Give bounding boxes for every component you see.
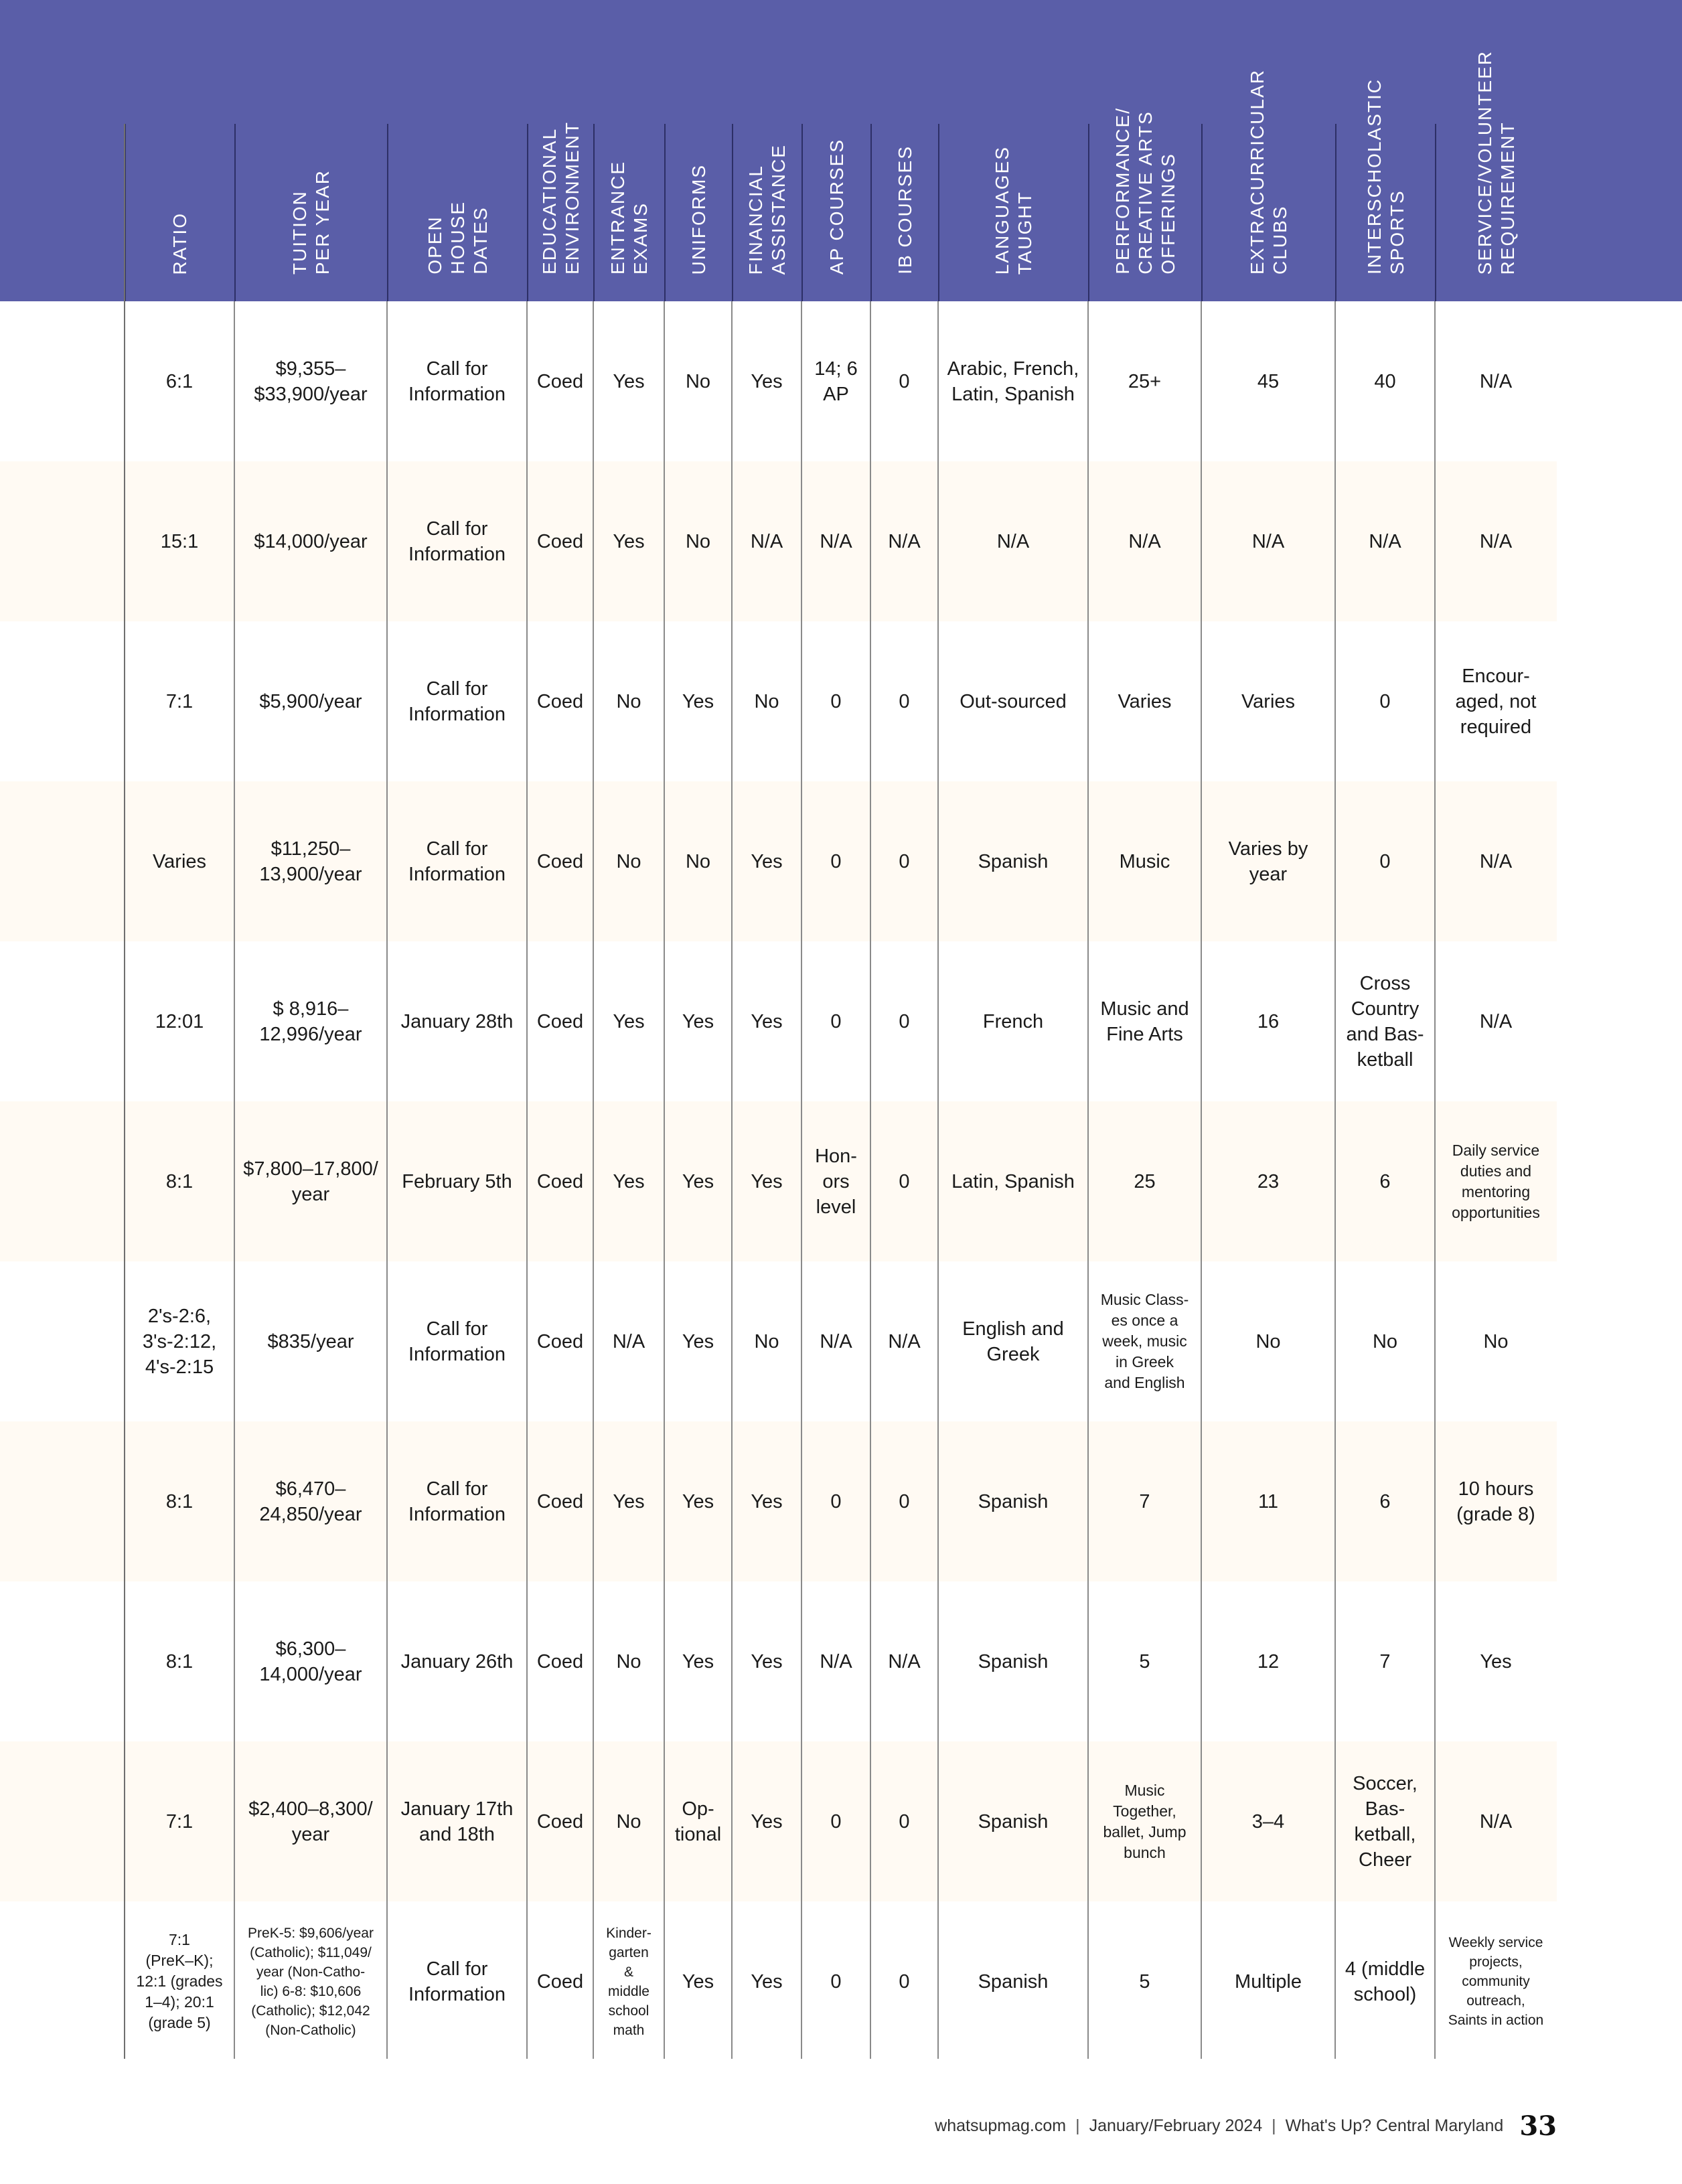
cell-ratio: 8:1 bbox=[165, 1170, 194, 1192]
column-header-label: SERVICE/VOLUNTEER REQUIREMENT bbox=[1474, 50, 1518, 275]
cell-ap: Hon- ors level bbox=[815, 1145, 857, 1218]
footer-site: whatsupmag.com bbox=[935, 2116, 1067, 2135]
cell-financial: No bbox=[754, 1330, 779, 1352]
cell-service: N/A bbox=[1479, 370, 1513, 392]
cell-ib: 0 bbox=[899, 1970, 910, 1993]
cell-ap: N/A bbox=[820, 1330, 852, 1352]
column-divider bbox=[234, 301, 235, 2059]
cell-service: Weekly service projects, community outreach, Saints in action bbox=[1448, 1935, 1544, 2028]
cell-financial: Yes bbox=[751, 850, 783, 872]
cell-ratio: 2's-2:6, 3's-2:12, 4's-2:15 bbox=[142, 1305, 217, 1378]
cell-financial: No bbox=[754, 690, 779, 712]
cell-ap: 14; 6 AP bbox=[814, 358, 858, 405]
cell-ap: 0 bbox=[830, 690, 842, 712]
cell-tuition: $14,000/year bbox=[254, 530, 368, 552]
footer-separator: | bbox=[1272, 2116, 1276, 2135]
column-header-label: RATIO bbox=[169, 212, 190, 275]
cell-sports: 4 (middle school) bbox=[1345, 1958, 1426, 2005]
cell-performance: 25+ bbox=[1128, 370, 1162, 392]
column-divider bbox=[526, 301, 528, 2059]
cell-tuition: $7,800–17,800/ year bbox=[243, 1158, 378, 1205]
cell-ratio: 7:1 (PreK–K); 12:1 (grades 1–4); 20:1 (grade 5) bbox=[136, 1931, 223, 2031]
column-header-open_house bbox=[387, 124, 527, 301]
cell-service: N/A bbox=[1479, 850, 1513, 872]
cell-environment: Coed bbox=[536, 690, 584, 712]
cell-clubs: 23 bbox=[1257, 1170, 1280, 1192]
cell-ib: N/A bbox=[888, 1330, 921, 1352]
cell-sports: 40 bbox=[1374, 370, 1396, 392]
column-divider bbox=[937, 301, 939, 2059]
cell-ib: 0 bbox=[899, 1010, 910, 1032]
cell-open_house: January 28th bbox=[400, 1010, 514, 1032]
column-header-entrance bbox=[593, 124, 664, 301]
cell-performance: Music bbox=[1119, 850, 1170, 872]
cell-languages: French bbox=[982, 1010, 1044, 1032]
cell-uniforms: Yes bbox=[682, 1170, 714, 1192]
cell-sports: 0 bbox=[1379, 690, 1391, 712]
cell-sports: 0 bbox=[1379, 850, 1391, 872]
cell-languages: Spanish bbox=[978, 1810, 1049, 1832]
cell-service: N/A bbox=[1479, 1010, 1513, 1032]
cell-uniforms: No bbox=[685, 850, 711, 872]
cell-clubs: No bbox=[1255, 1330, 1281, 1352]
cell-clubs: 11 bbox=[1257, 1490, 1279, 1512]
cell-languages: English and Greek bbox=[962, 1318, 1064, 1365]
footer-publication: What's Up? Central Maryland bbox=[1285, 2116, 1504, 2135]
cell-ap: 0 bbox=[830, 1810, 842, 1832]
cell-tuition: $5,900/year bbox=[259, 690, 362, 712]
cell-clubs: N/A bbox=[1251, 530, 1285, 552]
footer-separator: | bbox=[1075, 2116, 1080, 2135]
cell-ratio: 8:1 bbox=[165, 1650, 194, 1672]
column-header-ib bbox=[870, 124, 938, 301]
cell-tuition: $835/year bbox=[267, 1330, 354, 1352]
column-header-clubs bbox=[1201, 69, 1335, 301]
column-header-label: INTERSCHOLASTIC SPORTS bbox=[1363, 78, 1407, 275]
cell-environment: Coed bbox=[536, 530, 584, 552]
cell-financial: Yes bbox=[751, 1970, 783, 1993]
column-header-label: EXTRACURRICULAR CLUBS bbox=[1247, 69, 1290, 275]
column-header-service bbox=[1435, 50, 1557, 301]
cell-ib: 0 bbox=[899, 1490, 910, 1512]
cell-performance: Music Together, ballet, Jump bunch bbox=[1103, 1781, 1187, 1861]
cell-languages: Spanish bbox=[978, 850, 1049, 872]
column-header-uniforms bbox=[664, 124, 732, 301]
cell-entrance: No bbox=[616, 690, 641, 712]
cell-uniforms: Yes bbox=[682, 1330, 714, 1352]
footer-issue: January/February 2024 bbox=[1089, 2116, 1263, 2135]
column-header-performance bbox=[1088, 107, 1201, 301]
cell-clubs: Multiple bbox=[1235, 1970, 1302, 1993]
cell-entrance: No bbox=[616, 850, 641, 872]
cell-performance: 5 bbox=[1139, 1970, 1150, 1993]
column-divider bbox=[731, 301, 733, 2059]
cell-entrance: Yes bbox=[613, 1170, 645, 1192]
column-header-label: FINANCIAL ASSISTANCE bbox=[745, 143, 789, 275]
cell-ap: N/A bbox=[820, 530, 852, 552]
cell-performance: 7 bbox=[1139, 1490, 1150, 1512]
cell-languages: Latin, Spanish bbox=[951, 1170, 1075, 1192]
cell-service: No bbox=[1483, 1330, 1509, 1352]
cell-languages: Out-sourced bbox=[960, 690, 1067, 712]
cell-ap: 0 bbox=[830, 850, 842, 872]
cell-tuition: $11,250– 13,900/year bbox=[259, 838, 362, 885]
cell-sports: 6 bbox=[1379, 1170, 1391, 1192]
cell-ib: N/A bbox=[888, 1650, 921, 1672]
cell-tuition: $6,300– 14,000/year bbox=[259, 1638, 362, 1685]
cell-tuition: $9,355– $33,900/year bbox=[254, 358, 368, 405]
cell-entrance: Yes bbox=[613, 370, 645, 392]
cell-entrance: No bbox=[616, 1810, 641, 1832]
cell-clubs: 12 bbox=[1257, 1650, 1280, 1672]
cell-financial: Yes bbox=[751, 1490, 783, 1512]
cell-open_house: Call for Information bbox=[408, 678, 506, 725]
cell-ratio: Varies bbox=[152, 850, 207, 872]
cell-service: Yes bbox=[1480, 1650, 1512, 1672]
page-number: 33 bbox=[1519, 2110, 1557, 2142]
column-divider bbox=[593, 301, 594, 2059]
cell-entrance: Yes bbox=[613, 530, 645, 552]
column-header-label: EDUCATIONAL ENVIRONMENT bbox=[538, 121, 583, 275]
cell-entrance: N/A bbox=[612, 1330, 645, 1352]
column-header-financial bbox=[732, 124, 801, 301]
cell-environment: Coed bbox=[536, 1810, 584, 1832]
column-divider bbox=[870, 301, 871, 2059]
cell-financial: N/A bbox=[750, 530, 783, 552]
cell-languages: Spanish bbox=[978, 1490, 1049, 1512]
cell-open_house: Call for Information bbox=[408, 1478, 506, 1525]
cell-ib: 0 bbox=[899, 1810, 910, 1832]
cell-open_house: Call for Information bbox=[408, 358, 506, 405]
column-header-tuition bbox=[234, 124, 387, 301]
cell-uniforms: Yes bbox=[682, 690, 714, 712]
cell-financial: Yes bbox=[751, 1650, 783, 1672]
cell-languages: Spanish bbox=[978, 1650, 1049, 1672]
column-divider bbox=[1087, 301, 1089, 2059]
column-header-label: PERFORMANCE/ CREATIVE ARTS OFFERINGS bbox=[1112, 107, 1178, 275]
cell-uniforms: Yes bbox=[682, 1650, 714, 1672]
column-header-ap bbox=[801, 124, 870, 301]
column-header-environment bbox=[527, 121, 593, 301]
column-header-label: TUITION PER YEAR bbox=[289, 169, 333, 275]
column-divider bbox=[664, 301, 665, 2059]
column-header-languages bbox=[938, 124, 1088, 301]
cell-financial: Yes bbox=[751, 1010, 783, 1032]
cell-ib: N/A bbox=[888, 530, 921, 552]
cell-environment: Coed bbox=[536, 1650, 584, 1672]
cell-financial: Yes bbox=[751, 1170, 783, 1192]
cell-open_house: Call for Information bbox=[408, 518, 506, 565]
cell-environment: Coed bbox=[536, 1170, 584, 1192]
page-footer bbox=[935, 2110, 1557, 2142]
cell-uniforms: Yes bbox=[682, 1970, 714, 1993]
column-header-ratio bbox=[125, 124, 234, 301]
column-divider bbox=[1334, 301, 1336, 2059]
cell-ratio: 12:01 bbox=[155, 1010, 204, 1032]
cell-uniforms: Op- tional bbox=[674, 1798, 722, 1845]
cell-sports: 6 bbox=[1379, 1490, 1391, 1512]
column-header-label: UNIFORMS bbox=[688, 163, 709, 275]
cell-financial: Yes bbox=[751, 370, 783, 392]
cell-entrance: Yes bbox=[613, 1490, 645, 1512]
cell-environment: Coed bbox=[536, 850, 584, 872]
cell-tuition: PreK-5: $9,606/year (Catholic); $11,049/ year (Non-Catho- lic) 6-8: $10,606 (Catholic); $12,042 (Non-Catholic) bbox=[248, 1925, 374, 2038]
cell-sports: 7 bbox=[1379, 1650, 1391, 1672]
cell-open_house: January 26th bbox=[400, 1650, 514, 1672]
cell-environment: Coed bbox=[536, 1490, 584, 1512]
cell-ratio: 7:1 bbox=[165, 690, 194, 712]
cell-environment: Coed bbox=[536, 1330, 584, 1352]
cell-sports: Soccer, Bas- ketball, Cheer bbox=[1353, 1772, 1418, 1871]
cell-uniforms: No bbox=[685, 530, 711, 552]
cell-open_house: Call for Information bbox=[408, 1318, 506, 1365]
cell-environment: Coed bbox=[536, 1970, 584, 1993]
cell-ratio: 7:1 bbox=[165, 1810, 194, 1832]
cell-ib: 0 bbox=[899, 850, 910, 872]
cell-clubs: 45 bbox=[1257, 370, 1280, 392]
column-header-label: LANGUAGES TAUGHT bbox=[992, 145, 1035, 275]
cell-clubs: 3–4 bbox=[1251, 1810, 1285, 1832]
cell-languages: Spanish bbox=[978, 1970, 1049, 1993]
column-divider bbox=[1201, 301, 1202, 2059]
cell-service: N/A bbox=[1479, 530, 1513, 552]
cell-tuition: $6,470– 24,850/year bbox=[259, 1478, 362, 1525]
cell-languages: Arabic, French, Latin, Spanish bbox=[947, 358, 1079, 405]
cell-ib: 0 bbox=[899, 690, 910, 712]
cell-open_house: January 17th and 18th bbox=[400, 1798, 514, 1845]
cell-ratio: 15:1 bbox=[160, 530, 199, 552]
cell-clubs: Varies bbox=[1241, 690, 1296, 712]
cell-ratio: 8:1 bbox=[165, 1490, 194, 1512]
cell-entrance: Yes bbox=[613, 1010, 645, 1032]
cell-ib: 0 bbox=[899, 370, 910, 392]
column-header-label: ENTRANCE EXAMS bbox=[607, 160, 651, 275]
cell-clubs: Varies by year bbox=[1228, 838, 1308, 885]
cell-ap: 0 bbox=[830, 1490, 842, 1512]
cell-ap: 0 bbox=[830, 1010, 842, 1032]
cell-uniforms: No bbox=[685, 370, 711, 392]
cell-languages: N/A bbox=[996, 530, 1030, 552]
cell-uniforms: Yes bbox=[682, 1010, 714, 1032]
cell-ap: 0 bbox=[830, 1970, 842, 1993]
column-divider bbox=[124, 124, 125, 2059]
cell-uniforms: Yes bbox=[682, 1490, 714, 1512]
column-header-label: OPEN HOUSE DATES bbox=[424, 201, 491, 275]
cell-service: Daily service duties and mentoring opportunities bbox=[1452, 1141, 1540, 1221]
cell-performance: Music and Fine Arts bbox=[1100, 998, 1189, 1045]
column-header-label: AP COURSES bbox=[826, 138, 847, 275]
cell-performance: 25 bbox=[1134, 1170, 1156, 1192]
cell-entrance: No bbox=[616, 1650, 641, 1672]
cell-financial: Yes bbox=[751, 1810, 783, 1832]
cell-performance: 5 bbox=[1139, 1650, 1150, 1672]
cell-sports: N/A bbox=[1369, 530, 1401, 552]
cell-environment: Coed bbox=[536, 370, 584, 392]
cell-service: Encour- aged, not required bbox=[1455, 665, 1537, 738]
cell-tuition: $2,400–8,300/ year bbox=[248, 1798, 373, 1845]
cell-clubs: 16 bbox=[1257, 1010, 1280, 1032]
cell-performance: Music Class- es once a week, music in Greek and English bbox=[1100, 1291, 1189, 1391]
cell-performance: N/A bbox=[1128, 530, 1161, 552]
cell-service: N/A bbox=[1479, 1810, 1513, 1832]
cell-open_house: Call for Information bbox=[408, 1958, 506, 2005]
cell-ratio: 6:1 bbox=[165, 370, 194, 392]
column-header-label: IB COURSES bbox=[894, 145, 915, 275]
column-divider bbox=[801, 301, 802, 2059]
cell-sports: Cross Country and Bas- ketball bbox=[1346, 972, 1424, 1071]
cell-service: 10 hours (grade 8) bbox=[1456, 1478, 1535, 1525]
cell-open_house: February 5th bbox=[402, 1170, 512, 1192]
column-divider bbox=[386, 301, 388, 2059]
cell-performance: Varies bbox=[1118, 690, 1172, 712]
cell-tuition: $ 8,916– 12,996/year bbox=[259, 998, 362, 1045]
cell-open_house: Call for Information bbox=[408, 838, 506, 885]
column-divider bbox=[1434, 301, 1436, 2059]
column-header-sports bbox=[1335, 78, 1435, 301]
cell-entrance: Kinder- garten & middle school math bbox=[606, 1925, 652, 2038]
cell-environment: Coed bbox=[536, 1010, 584, 1032]
cell-sports: No bbox=[1372, 1330, 1398, 1352]
cell-ap: N/A bbox=[820, 1650, 852, 1672]
cell-ib: 0 bbox=[899, 1170, 910, 1192]
